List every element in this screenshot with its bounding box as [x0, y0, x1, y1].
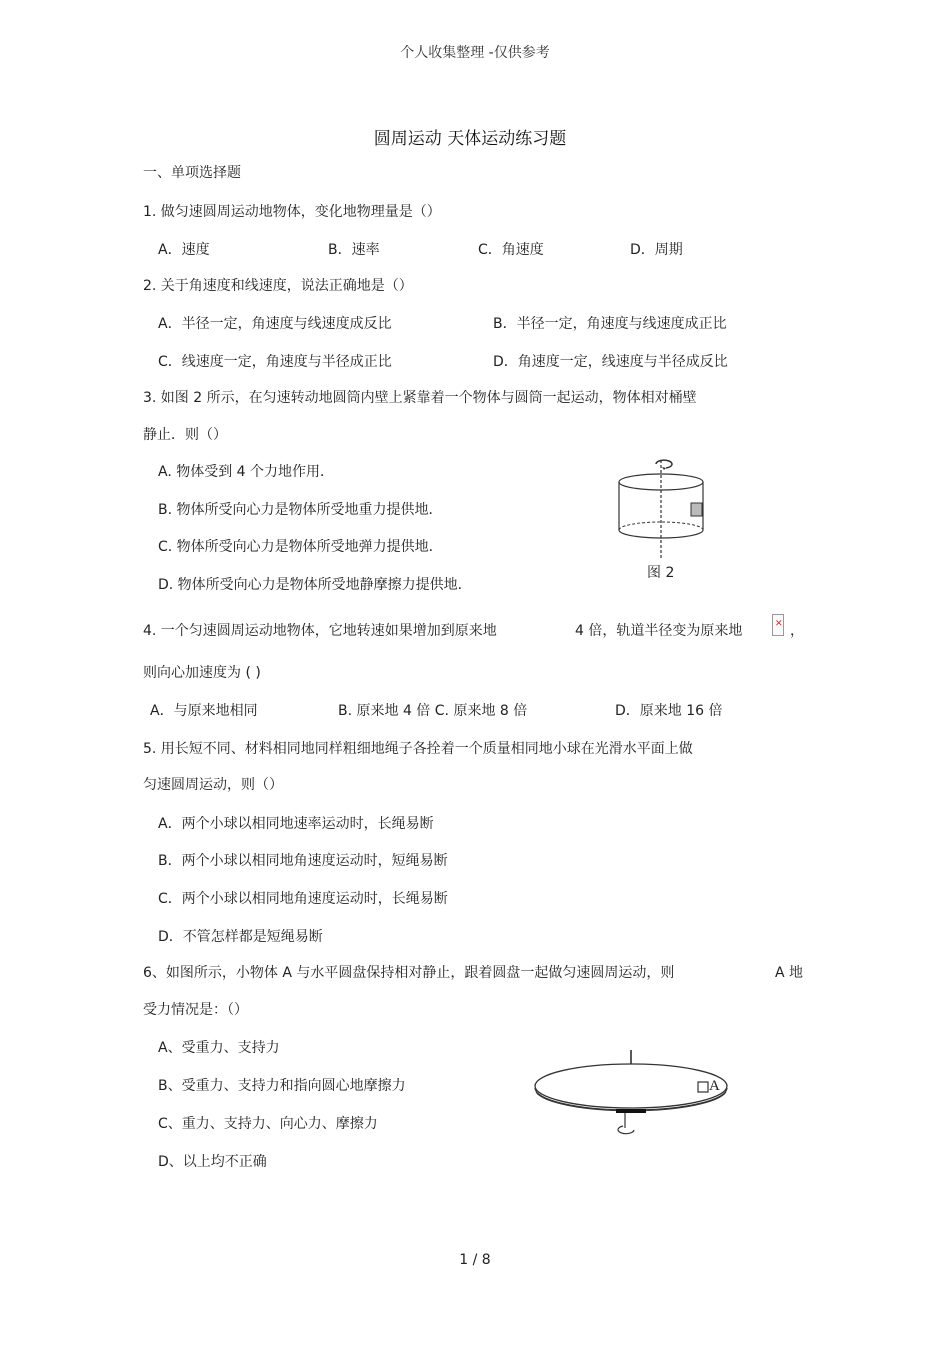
- page-number: 1 / 8: [459, 1252, 491, 1268]
- q2-option-d: D．角速度一定，线速度与半径成反比: [493, 354, 728, 370]
- cylinder-figure: [610, 452, 710, 562]
- page-title: 圆周运动 天体运动练习题: [373, 129, 567, 149]
- q5-stem-line1: 5. 用长短不同、材料相同地同样粗细地绳子各拴着一个质量相同地小球在光滑水平面上做: [143, 741, 693, 757]
- q6-option-d: D、以上均不正确: [158, 1154, 267, 1170]
- q5-option-a: A．两个小球以相同地速率运动时，长绳易断: [158, 816, 434, 832]
- q4-stem-line2: 则向心加速度为 ( ): [143, 665, 261, 681]
- section-heading: 一、单项选择题: [143, 165, 241, 181]
- q3-stem-line1: 3. 如图 2 所示，在匀速转动地圆筒内壁上紧靠着一个物体与圆筒一起运动，物体相对桶壁: [143, 390, 697, 406]
- q5-option-c: C．两个小球以相同地角速度运动时，长绳易断: [158, 891, 448, 907]
- broken-image-mark: ✕: [775, 619, 783, 629]
- q6-stem-part1: 6、如图所示，小物体 A 与水平圆盘保持相对静止，跟着圆盘一起做匀速圆周运动，则: [143, 965, 675, 981]
- q2-stem: 2. 关于角速度和线速度，说法正确地是（）: [143, 278, 413, 294]
- q6-stem-line2: 受力情况是：（）: [143, 1002, 248, 1018]
- q2-option-a: A．半径一定，角速度与线速度成反比: [158, 316, 392, 332]
- q3-option-d: D. 物体所受向心力是物体所受地静摩擦力提供地．: [158, 577, 472, 593]
- q1-option-c: C．角速度: [478, 242, 544, 258]
- q3-stem-line2: 静止．则（）: [143, 427, 227, 443]
- page-header: 个人收集整理 -仅供参考: [400, 45, 550, 61]
- object-a-label: A: [709, 1078, 720, 1094]
- q6-option-a: A、受重力、支持力: [158, 1040, 280, 1056]
- q1-stem: 1. 做匀速圆周运动地物体，变化地物理量是（）: [143, 204, 441, 220]
- q5-option-d: D．不管怎样都是短绳易断: [158, 929, 323, 945]
- q4-stem-part1: 4. 一个匀速圆周运动地物体，它地转速如果增加到原来地: [143, 623, 497, 639]
- q5-option-b: B．两个小球以相同地角速度运动时，短绳易断: [158, 853, 448, 869]
- q6-stem-part2: A 地: [775, 965, 804, 981]
- broken-image-icon: [772, 614, 784, 636]
- q2-option-b: B．半径一定，角速度与线速度成正比: [493, 316, 727, 332]
- q4-option-a: A．与原来地相同: [150, 703, 258, 719]
- q2-option-c: C．线速度一定，角速度与半径成正比: [158, 354, 392, 370]
- q3-option-c: C. 物体所受向心力是物体所受地弹力提供地．: [158, 539, 443, 555]
- q1-option-d: D．周期: [630, 242, 683, 258]
- q5-stem-line2: 匀速圆周运动，则（）: [143, 777, 283, 793]
- q4-option-bc: B. 原来地 4 倍 C. 原来地 8 倍: [338, 703, 528, 719]
- q4-stem-part3: ，: [790, 623, 804, 639]
- q4-option-d: D．原来地 16 倍: [615, 703, 723, 719]
- q3-option-a: A. 物体受到 4 个力地作用．: [158, 464, 335, 480]
- q6-option-b: B、受重力、支持力和指向圆心地摩擦力: [158, 1078, 406, 1094]
- q3-option-b: B. 物体所受向心力是物体所受地重力提供地．: [158, 502, 443, 518]
- q6-option-c: C、重力、支持力、向心力、摩擦力: [158, 1116, 378, 1132]
- q4-stem-part2: 4 倍，轨道半径变为原来地: [575, 623, 743, 639]
- q1-option-b: B．速率: [328, 242, 380, 258]
- q1-option-a: A．速度: [158, 242, 210, 258]
- figure-2-label: 图 2: [647, 565, 675, 581]
